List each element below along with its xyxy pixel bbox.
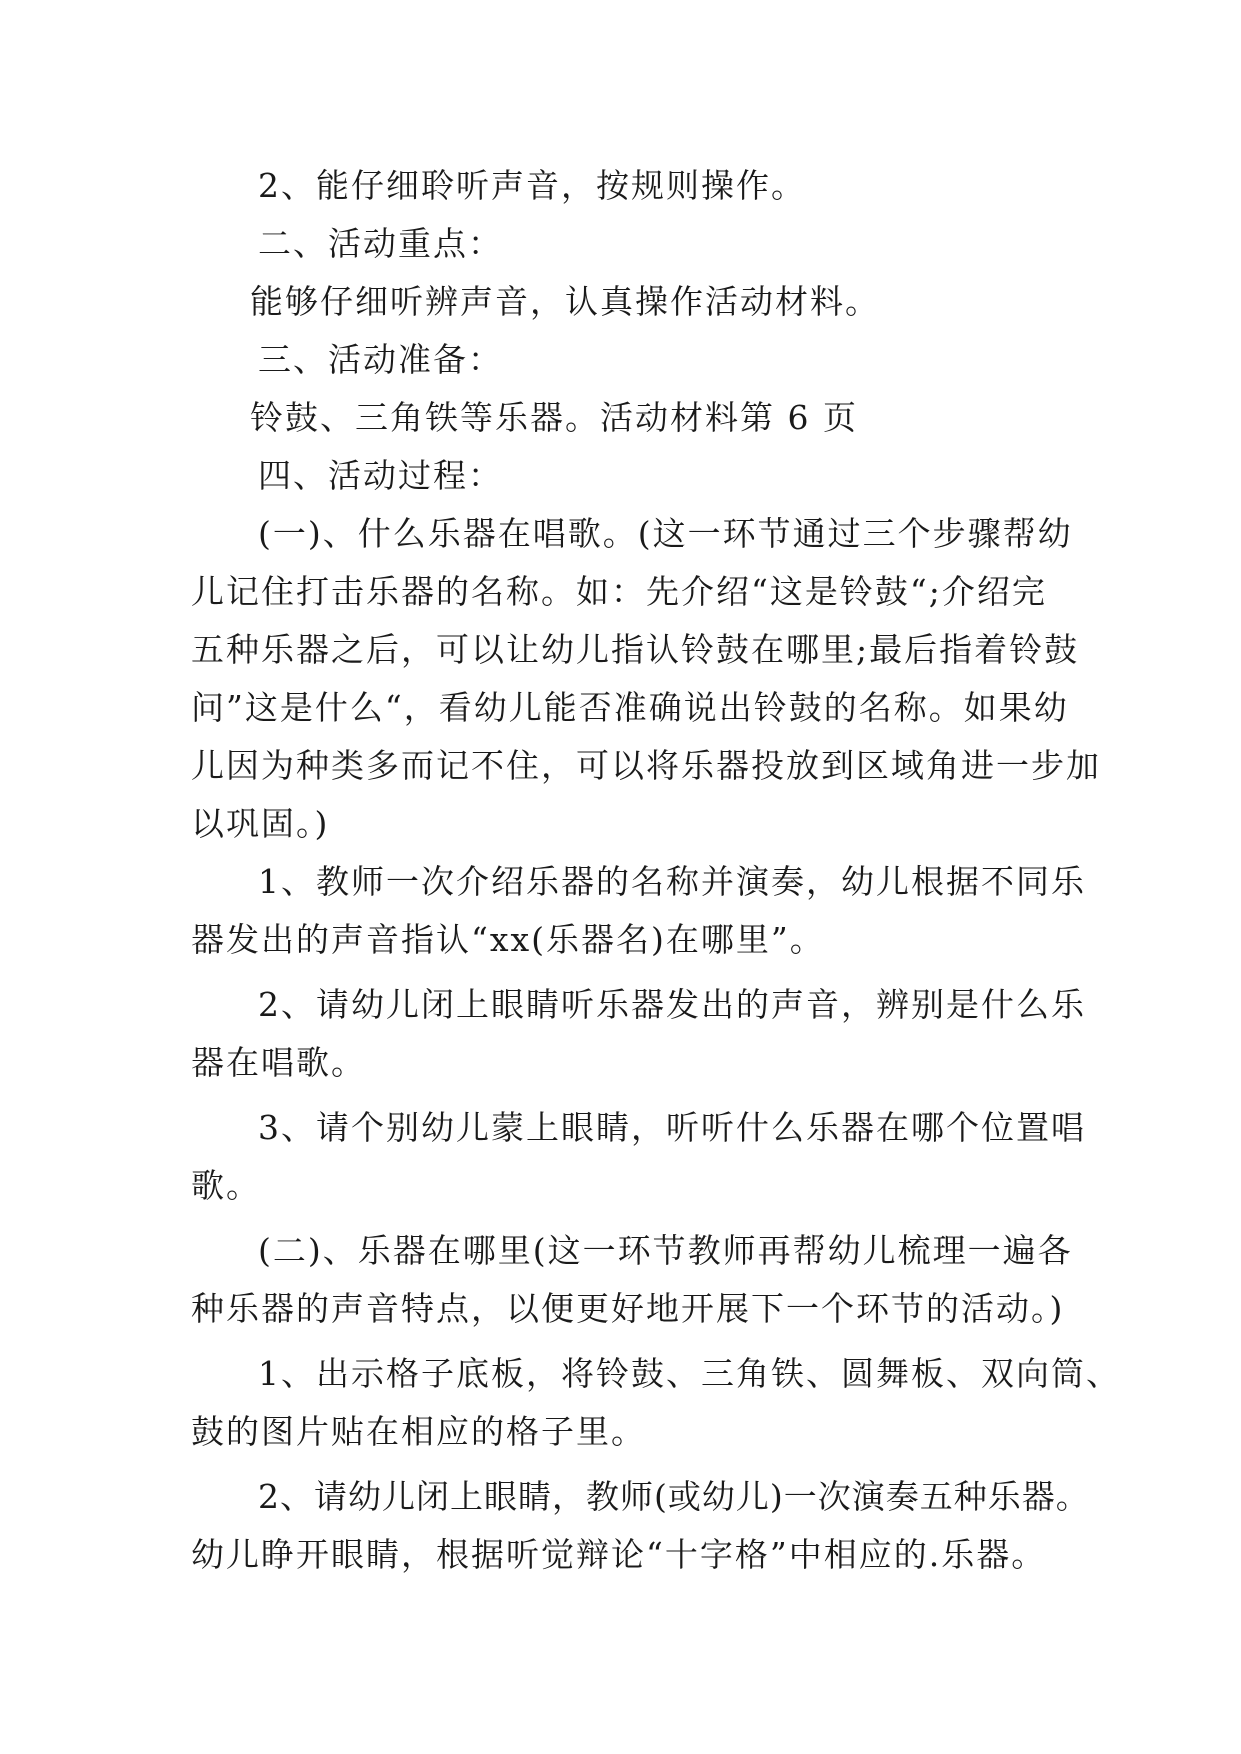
paragraph-line: 器在唱歌。 xyxy=(191,1043,366,1082)
paragraph-line: 种乐器的声音特点，以便更好地开展下一个环节的活动。) xyxy=(191,1289,1065,1328)
paragraph-line: 问”这是什么“，看幼儿能否准确说出铃鼓的名称。如果幼 xyxy=(191,688,1069,727)
paragraph-line: 五种乐器之后，可以让幼儿指认铃鼓在哪里;最后指着铃鼓 xyxy=(191,630,1080,669)
paragraph-line: 1、教师一次介绍乐器的名称并演奏，幼儿根据不同乐 xyxy=(258,862,1086,901)
paragraph-line: 儿因为种类多而记不住，可以将乐器投放到区域角进一步加 xyxy=(191,746,1101,785)
paragraph-line: 器发出的声音指认“xx(乐器名)在哪里”。 xyxy=(191,920,825,959)
objective-2: 2、能仔细聆听声音，按规则操作。 xyxy=(258,166,806,205)
key-points-text: 能够仔细听辨声音，认真操作活动材料。 xyxy=(250,282,880,321)
paragraph-line: 3、请个别幼儿蒙上眼睛，听听什么乐器在哪个位置唱 xyxy=(258,1108,1086,1147)
section-heading-key-points: 二、活动重点： xyxy=(258,224,503,263)
paragraph-line: 1、出示格子底板，将铃鼓、三角铁、圆舞板、双向筒、 xyxy=(258,1354,1121,1393)
paragraph-line: 幼儿睁开眼睛，根据听觉辩论“十字格”中相应的.乐器。 xyxy=(191,1535,1047,1574)
preparation-text: 铃鼓、三角铁等乐器。活动材料第 6 页 xyxy=(250,398,858,437)
section-heading-preparation: 三、活动准备： xyxy=(258,340,503,379)
paragraph-line: 鼓的图片贴在相应的格子里。 xyxy=(191,1412,646,1451)
paragraph-line: 2、请幼儿闭上眼睛，教师(或幼儿)一次演奏五种乐器。 xyxy=(258,1477,1090,1516)
paragraph-line: (一)、什么乐器在唱歌。(这一环节通过三个步骤帮幼 xyxy=(258,514,1073,553)
paragraph-line: 以巩固。) xyxy=(191,804,330,843)
paragraph-line: (二)、乐器在哪里(这一环节教师再帮幼儿梳理一遍各 xyxy=(258,1231,1073,1270)
section-heading-process: 四、活动过程： xyxy=(258,456,503,495)
paragraph-line: 儿记住打击乐器的名称。如：先介绍“这是铃鼓“;介绍完 xyxy=(191,572,1047,611)
paragraph-line: 2、请幼儿闭上眼睛听乐器发出的声音，辨别是什么乐 xyxy=(258,985,1086,1024)
paragraph-line: 歌。 xyxy=(191,1166,261,1205)
